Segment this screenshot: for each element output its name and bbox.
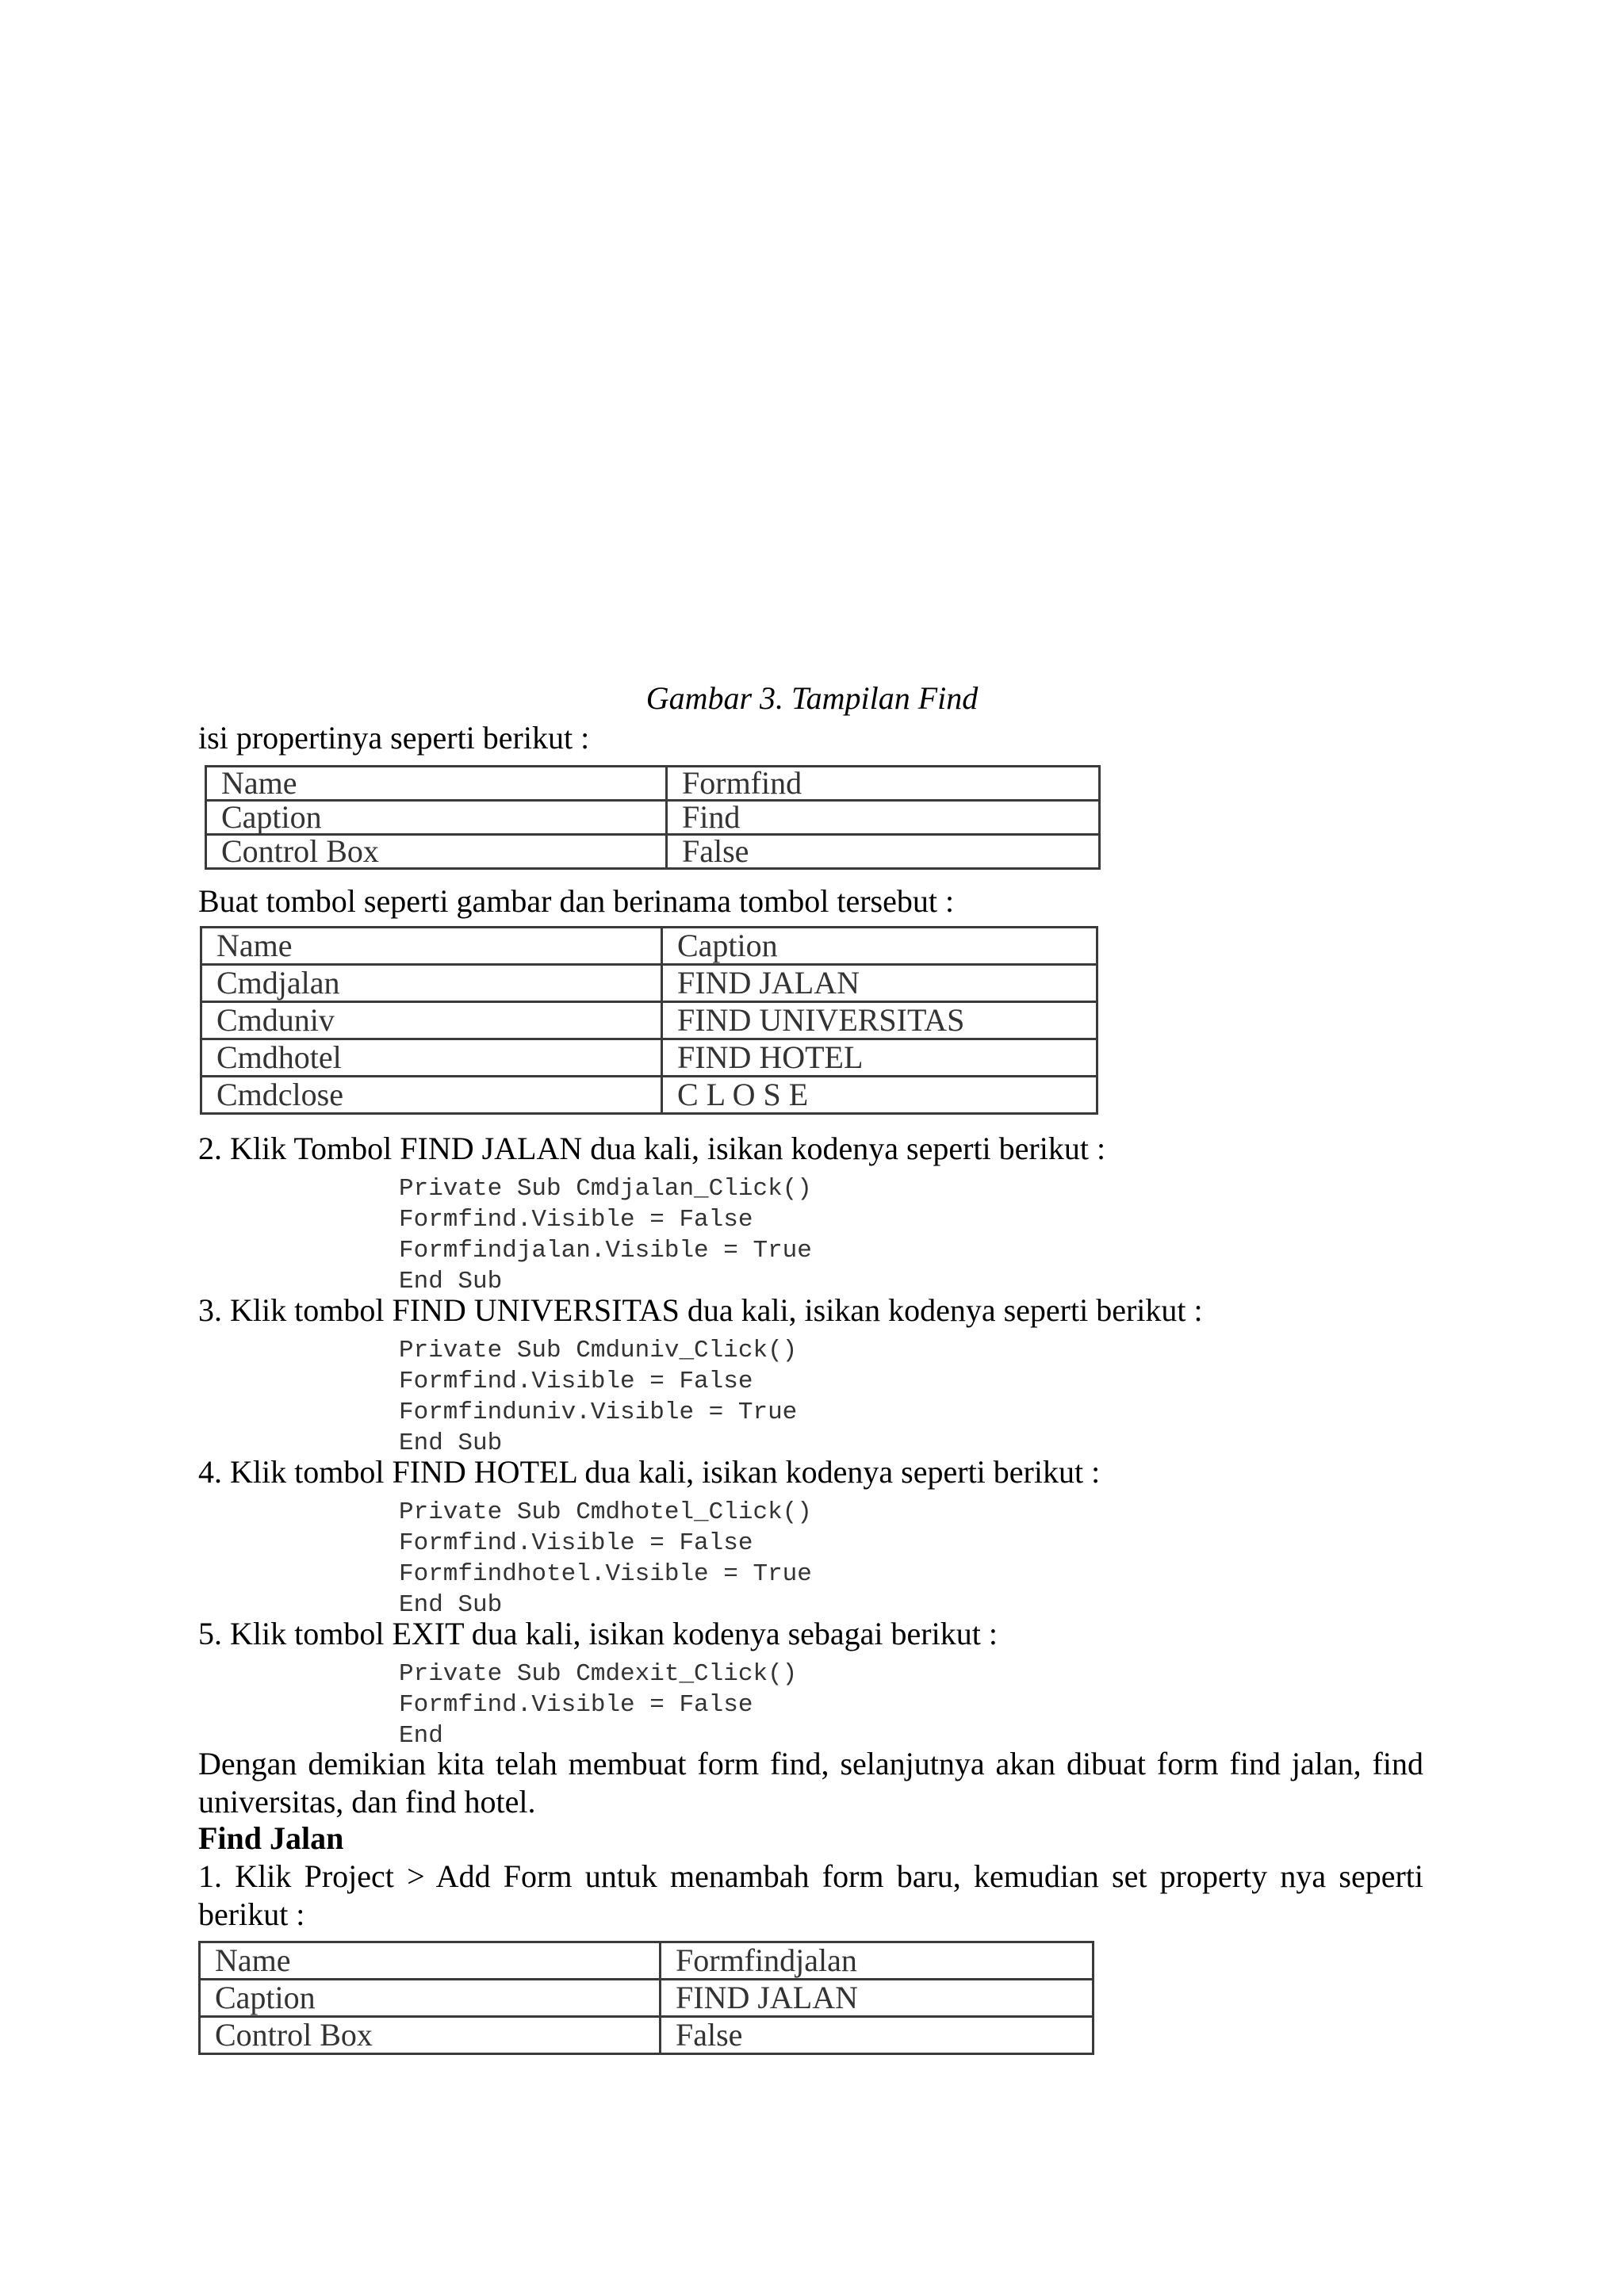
table-header-cell: Name <box>201 928 662 965</box>
table-cell: Caption <box>200 1980 661 2017</box>
step-3-text: 3. Klik tombol FIND UNIVERSITAS dua kali, isikan kodenya seperti berikut : <box>198 1292 1203 1328</box>
code-line: End Sub <box>399 1591 503 1619</box>
table-cell: Cmduniv <box>201 1002 662 1039</box>
step-5-text: 5. Klik tombol EXIT dua kali, isikan kodenya sebagai berikut : <box>198 1616 998 1651</box>
section-step-1-text: 1. Klik Project > Add Form untuk menambah form baru, kemudian set property nya seperti berikut : <box>198 1858 1423 1932</box>
table-cell: FIND JALAN <box>661 1980 1094 2017</box>
table-cell: Control Box <box>200 2017 661 2054</box>
table-row <box>206 767 1100 801</box>
code-line: Formfind.Visible = False <box>399 1368 753 1395</box>
table-row <box>201 1002 1097 1039</box>
code-line: Private Sub Cmdhotel_Click() <box>399 1498 812 1526</box>
table-cell: FIND JALAN <box>662 965 1097 1002</box>
code-line: End Sub <box>399 1268 503 1295</box>
step-2-text: 2. Klik Tombol FIND JALAN dua kali, isikan kodenya seperti berikut : <box>198 1131 1106 1166</box>
table-cell: Formfindjalan <box>661 1942 1094 1980</box>
table-cell: Name <box>200 1942 661 1980</box>
step-4-text: 4. Klik tombol FIND HOTEL dua kali, isikan kodenya seperti berikut : <box>198 1454 1101 1490</box>
table-cell: Formfind <box>667 767 1100 801</box>
table-cell: Find <box>667 801 1100 835</box>
buttons-table <box>200 926 1098 1115</box>
figure-caption: Gambar 3. Tampilan Find <box>645 680 979 716</box>
table-row <box>206 801 1100 835</box>
table-row <box>201 1039 1097 1077</box>
code-line: Private Sub Cmdjalan_Click() <box>399 1175 812 1203</box>
table-cell: False <box>661 2017 1094 2054</box>
table-header-row <box>201 928 1097 965</box>
code-line: End Sub <box>399 1429 503 1457</box>
step-4-code <box>399 1497 812 1621</box>
code-line: End <box>399 1722 443 1750</box>
table-row <box>200 2017 1094 2054</box>
table-row <box>201 1077 1097 1114</box>
table-cell: False <box>667 835 1100 869</box>
code-line: Private Sub Cmduniv_Click() <box>399 1337 798 1364</box>
table-cell: Name <box>206 767 667 801</box>
table-cell: Cmdhotel <box>201 1039 662 1077</box>
code-line: Formfinduniv.Visible = True <box>399 1399 798 1426</box>
intro-buttons-text: Buat tombol seperti gambar dan berinama tombol tersebut : <box>198 883 955 919</box>
find-jalan-properties-table <box>198 1941 1094 2055</box>
table-cell: C L O S E <box>662 1077 1097 1114</box>
section-heading: Find Jalan <box>198 1820 344 1856</box>
code-line: Formfind.Visible = False <box>399 1529 753 1557</box>
code-line: Private Sub Cmdexit_Click() <box>399 1660 798 1688</box>
table-header-cell: Caption <box>662 928 1097 965</box>
closing-paragraph: Dengan demikian kita telah membuat form find, selanjutnya akan dibuat form find jalan, find universitas, dan find hotel. <box>198 1746 1423 1820</box>
code-line: Formfindjalan.Visible = True <box>399 1237 812 1265</box>
code-line: Formfindhotel.Visible = True <box>399 1560 812 1588</box>
table-cell: Control Box <box>206 835 667 869</box>
code-line: Formfind.Visible = False <box>399 1206 753 1234</box>
table-cell: Caption <box>206 801 667 835</box>
step-2-code <box>399 1173 812 1297</box>
code-line: Formfind.Visible = False <box>399 1691 753 1719</box>
intro-properties-text: isi propertinya seperti berikut : <box>198 720 590 756</box>
table-cell: Cmdjalan <box>201 965 662 1002</box>
step-5-code <box>399 1659 797 1751</box>
table-cell: FIND UNIVERSITAS <box>662 1002 1097 1039</box>
table-row <box>200 1942 1094 1980</box>
table-cell: Cmdclose <box>201 1077 662 1114</box>
form-properties-table <box>205 765 1101 870</box>
table-row <box>206 835 1100 869</box>
step-3-code <box>399 1335 797 1459</box>
table-row <box>200 1980 1094 2017</box>
table-row <box>201 965 1097 1002</box>
table-cell: FIND HOTEL <box>662 1039 1097 1077</box>
